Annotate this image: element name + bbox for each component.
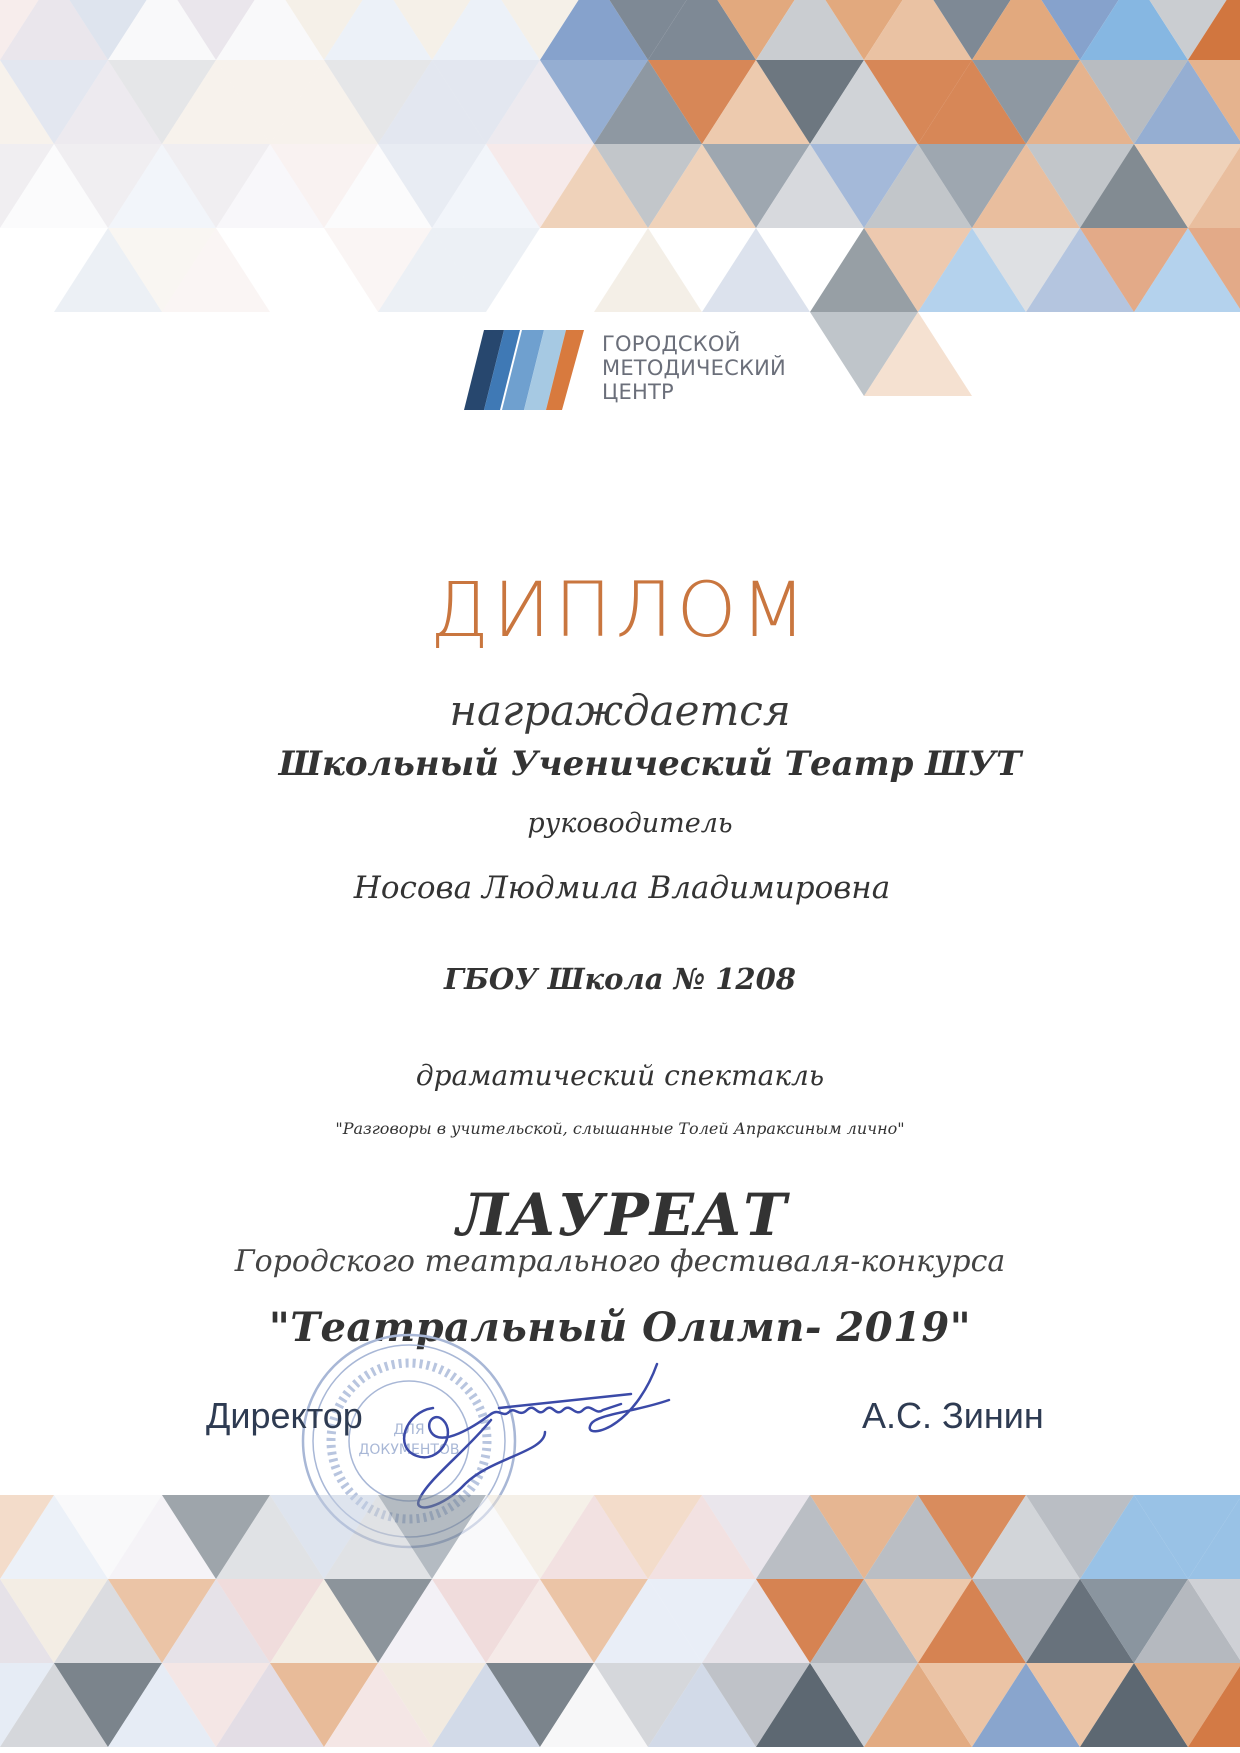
logo — [462, 328, 802, 412]
logo-mark-icon — [462, 328, 592, 412]
festival-description: Городского театрального фестиваля-конкурса — [234, 1244, 1006, 1279]
laureate-title: ЛАУРЕАТ — [456, 1181, 788, 1249]
pattern-triangle — [594, 228, 702, 312]
pattern-triangle — [702, 228, 810, 312]
awarded-label: награждается — [449, 686, 791, 735]
school-name: ГБОУ Школа № 1208 — [444, 962, 796, 996]
leader-name: Носова Людмила Владимировна — [353, 870, 891, 906]
festival-name: "Театральный Олимп- 2019" — [268, 1304, 972, 1351]
director-name: А.С. Зинин — [862, 1395, 1044, 1436]
logo-line-2: МЕТОДИЧЕСКИЙ — [602, 356, 786, 380]
logo-line-1: ГОРОДСКОЙ — [602, 332, 741, 356]
logo-text — [602, 332, 786, 404]
performance-genre: драматический спектакль — [415, 1059, 825, 1092]
bottom-triangle-band — [0, 1495, 1240, 1753]
signature-icon — [395, 1352, 775, 1512]
leader-label: руководитель — [527, 808, 733, 839]
play-title: "Разговоры в учительской, слышанные Толей Апраксиным лично" — [335, 1119, 905, 1138]
logo-line-3: ЦЕНТР — [602, 380, 674, 404]
diploma-title: ДИПЛОМ — [429, 565, 811, 654]
svg-text:ДОКУМЕНТОВ: ДОКУМЕНТОВ — [358, 1442, 460, 1458]
director-label: Директор — [206, 1395, 363, 1436]
bottom-triangle-pattern — [0, 1495, 1240, 1753]
stamp-inner-text: ДЛЯ — [393, 1422, 425, 1438]
recipient-name: Школьный Ученический Театр ШУТ — [278, 744, 1022, 784]
